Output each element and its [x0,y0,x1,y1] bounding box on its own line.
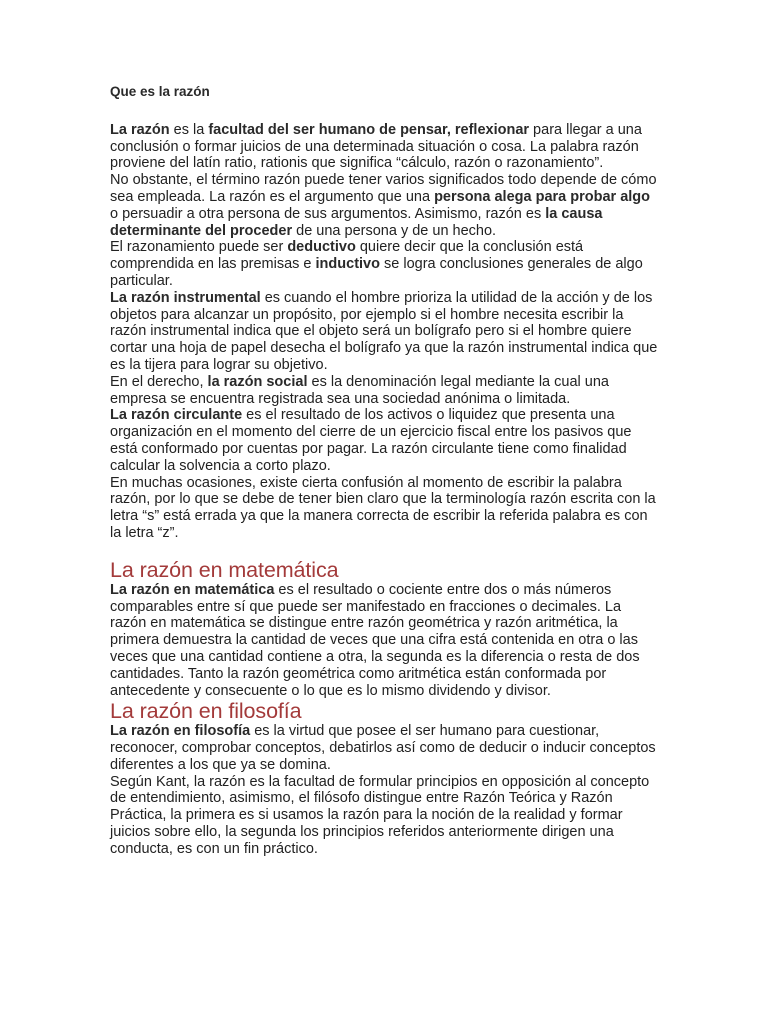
paragraph [110,172,658,239]
paragraph [110,374,658,408]
text-run: es la denominación legal mediante la cual una empresa se encuentra registrada sea una sociedad anónima o limitada. [110,373,609,407]
intro-section [110,122,658,542]
paragraph [110,774,658,858]
document-page [110,84,658,858]
bold-text: La razón en filosofía [110,723,251,740]
bold-text: La razón [110,121,170,138]
paragraph [110,239,658,289]
text-run: de una persona y de un hecho. [292,222,497,239]
document-title: Que es la razón [110,84,210,99]
philosophy-heading: La razón en filosofía [110,699,302,724]
text-run: El razonamiento puede ser [110,239,288,256]
text-run: En el derecho, [110,373,208,390]
text-run: es el resultado de los activos o liquidez que presenta una organización en el momento del cierre de un ejercicio fiscal entre los pasivos que está conformado por cuentas por pagar. La razón circulante tiene como finalidad calcular la solvencia a corto plazo. [110,407,632,474]
bold-text: inductivo [315,256,380,273]
text-run: es el resultado o cociente entre dos o más números comparables entre sí que puede ser manifestado en fracciones o decimales. La razón en matemática se distingue entre razón geométrica y razón aritmética, la primera demuestra la cantidad de veces que una cifra está contenida en otra o las veces que una cantidad contiene a otra, la segunda es la diferencia o resta de dos cantidades. Tanto la razón geométrica como aritmética están conformada por antecedente y consecuente o lo que es lo mismo dividendo y divisor. [110,581,640,699]
section-spacer [110,542,658,558]
bold-text: persona alega para probar algo [434,188,651,205]
paragraph [110,723,658,773]
text-run: se logra conclusiones generales de algo particular. [110,256,643,289]
text-run: quiere decir que la conclusión está comprendida en las premisas e [110,239,584,273]
bold-text: deductivo [287,239,356,256]
text-run: En muchas ocasiones, existe cierta confusión al momento de escribir la palabra razón, por lo que se debe de tener bien claro que la terminología razón escrita con la letra “s” está errada ya que la manera correcta de escribir la referida palabra es con la letra “z”. [110,474,656,541]
bold-text: facultad del ser humano de pensar, reflexionar [208,121,530,138]
text-run: o persuadir a otra persona de sus argumentos. Asimismo, razón es [110,205,546,222]
bold-text: la razón social [207,373,308,390]
bold-text: La razón en matemática [110,581,275,598]
math-heading: La razón en matemática [110,557,339,582]
paragraph [110,407,658,474]
text-run: Según Kant, la razón es la facultad de formular principios en opposición al concepto de entendimiento, asimismo, el filósofo distingue entre Razón Teórica y Razón Práctica, la primera es si usamos la razón para la noción de la realidad y formar juicios sobre ello, la segunda los principios referidos anteriormente dirigen una conducta, es con un fin práctico. [110,773,650,857]
bold-text: la causa determinante del proceder [110,205,603,239]
paragraph [110,122,658,172]
text-run: es cuando el hombre prioriza la utilidad de la acción y de los objetos para alcanzar un propósito, por ejemplo si el hombre necesita escribir la razón instrumental indica que el objeto será un bolígrafo pero si el hombre quiere cortar una hoja de papel desecha el bolígrafo ya que la razón instrumental indica que es la tijera para lograr su objetivo. [110,289,658,373]
paragraph [110,290,658,374]
paragraph [110,475,658,542]
paragraph [110,582,658,700]
text-run: es la virtud que posee el ser humano para cuestionar, reconocer, comprobar conceptos, debatirlos así como de deducir o inducir conceptos diferentes a los que ya se domina. [110,723,656,773]
philosophy-section [110,723,658,857]
bold-text: La razón circulante [110,407,243,424]
text-run: es la [169,121,209,138]
math-section [110,582,658,700]
text-run: para llegar a una conclusión o formar juicios de una determinada situación o cosa. La palabra razón proviene del latín ratio, rationis que significa “cálculo, razón o razonamiento”. [110,121,642,172]
bold-text: La razón instrumental [110,289,261,306]
text-run: No obstante, el término razón puede tener varios significados todo depende de cómo sea empleada. La razón es el argumento que una [110,172,657,205]
